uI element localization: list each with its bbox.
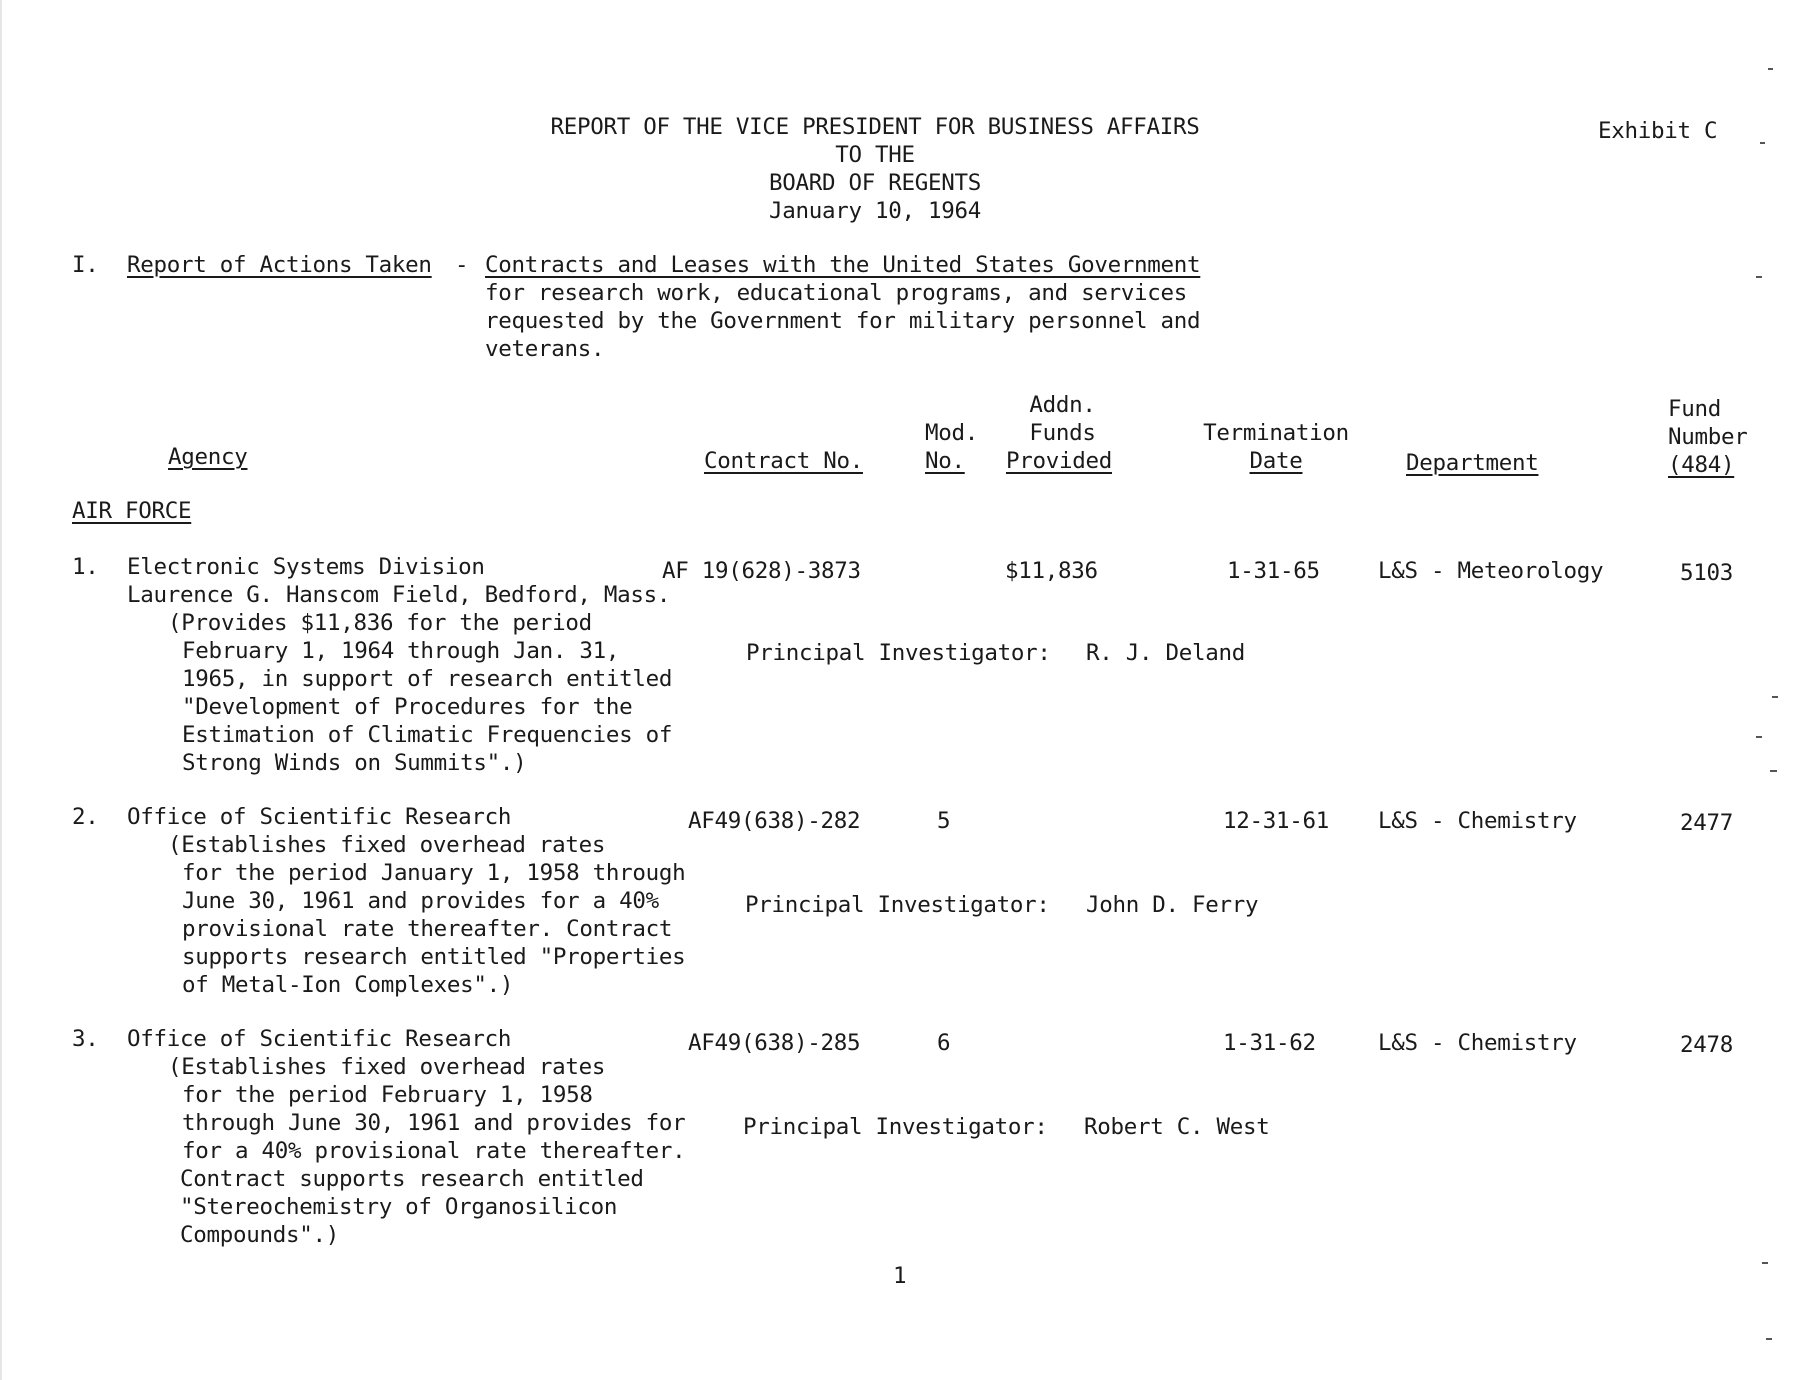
section-label: Report of Actions Taken	[127, 252, 432, 278]
scan-speck	[1756, 276, 1762, 278]
scan-speck	[1766, 1338, 1772, 1340]
entry-description-line: through June 30, 1961 and provides for	[182, 1110, 686, 1136]
column-header-agency: Agency	[168, 444, 248, 470]
section-subject: Contracts and Leases with the United States Government	[485, 252, 1201, 278]
entry-description-line: February 1, 1964 through Jan. 31,	[182, 638, 620, 664]
column-header-mod: No.	[925, 448, 965, 474]
scan-speck	[1762, 1262, 1768, 1264]
entry-number: 2.	[72, 804, 99, 830]
entry-fund-number: 5103	[1680, 560, 1733, 586]
scan-speck	[1760, 142, 1765, 144]
entry-description-line: Estimation of Climatic Frequencies of	[182, 722, 673, 748]
scan-speck	[1768, 68, 1773, 70]
entry-department: L&S - Chemistry	[1378, 808, 1577, 834]
scan-edge	[0, 0, 2, 1380]
column-header-contract: Contract No.	[704, 448, 863, 474]
entry-funds: $11,836	[1005, 558, 1098, 584]
entry-description-line: for the period January 1, 1958 through	[182, 860, 686, 886]
section-dash: -	[455, 252, 469, 278]
section-desc-line: for research work, educational programs, and services	[485, 280, 1188, 306]
entry-description-line: supports research entitled "Properties	[182, 944, 686, 970]
entry-pi-label: Principal Investigator:	[743, 1114, 1048, 1140]
column-header-fund: Fund	[1668, 396, 1721, 422]
report-title-board: BOARD OF REGENTS	[769, 170, 981, 196]
column-header-fund: (484)	[1668, 452, 1735, 478]
entry-pi-label: Principal Investigator:	[745, 892, 1050, 918]
column-header-mod: Mod.	[925, 420, 978, 446]
group-heading: AIR FORCE	[72, 498, 192, 524]
entry-description-line: Contract supports research entitled	[180, 1166, 644, 1192]
entry-description-line: for a 40% provisional rate thereafter.	[182, 1138, 686, 1164]
entry-termination: 1-31-62	[1223, 1030, 1316, 1056]
entry-description-line: 1965, in support of research entitled	[182, 666, 673, 692]
entry-contract: AF49(638)-285	[688, 1030, 861, 1056]
report-date: January 10, 1964	[769, 198, 981, 224]
entry-description-line: Strong Winds on Summits".)	[182, 750, 527, 776]
exhibit-label: Exhibit C	[1598, 118, 1718, 144]
column-header-funds: Provided	[1006, 448, 1112, 474]
entry-pi-name: R. J. Deland	[1086, 640, 1245, 666]
entry-description-line: "Development of Procedures for the	[182, 694, 633, 720]
column-header-funds: Funds	[1029, 420, 1096, 446]
entry-description-line: of Metal-Ion Complexes".)	[182, 972, 514, 998]
entry-agency: Electronic Systems Division	[127, 554, 485, 580]
report-title: REPORT OF THE VICE PRESIDENT FOR BUSINESS AFFAIRS	[550, 114, 1200, 140]
scan-speck	[1756, 736, 1762, 738]
entry-department: L&S - Chemistry	[1378, 1030, 1577, 1056]
section-desc-line: requested by the Government for military personnel and	[485, 308, 1201, 334]
entry-contract: AF49(638)-282	[688, 808, 861, 834]
entry-description-line: June 30, 1961 and provides for a 40%	[182, 888, 659, 914]
entry-number: 3.	[72, 1026, 99, 1052]
entry-number: 1.	[72, 554, 99, 580]
entry-agency-location: Laurence G. Hanscom Field, Bedford, Mass.	[127, 582, 671, 608]
page-number: 1	[893, 1263, 907, 1289]
entry-contract: AF 19(628)-3873	[662, 558, 861, 584]
entry-mod: 6	[937, 1030, 951, 1056]
entry-pi-name: Robert C. West	[1084, 1114, 1270, 1140]
entry-pi-label: Principal Investigator:	[746, 640, 1051, 666]
entry-description-line: (Establishes fixed overhead rates	[168, 1054, 606, 1080]
section-number: I.	[72, 252, 99, 278]
entry-fund-number: 2477	[1680, 810, 1733, 836]
column-header-termination: Termination	[1203, 420, 1349, 446]
entry-description-line: (Establishes fixed overhead rates	[168, 832, 606, 858]
entry-fund-number: 2478	[1680, 1032, 1733, 1058]
entry-agency: Office of Scientific Research	[127, 1026, 512, 1052]
column-header-termination: Date	[1249, 448, 1303, 474]
entry-description-line: provisional rate thereafter. Contract	[182, 916, 673, 942]
column-header-fund: Number	[1668, 424, 1748, 450]
entry-description-line: for the period February 1, 1958	[182, 1082, 593, 1108]
scan-speck	[1772, 696, 1778, 698]
entry-termination: 1-31-65	[1227, 558, 1320, 584]
scan-speck	[1770, 770, 1777, 772]
column-header-department: Department	[1406, 450, 1539, 476]
entry-department: L&S - Meteorology	[1378, 558, 1604, 584]
section-desc-line: veterans.	[485, 336, 605, 362]
entry-description-line: "Stereochemistry of Organosilicon	[180, 1194, 618, 1220]
report-title-to: TO THE	[835, 142, 915, 168]
column-header-funds: Addn.	[1029, 392, 1096, 418]
entry-termination: 12-31-61	[1223, 808, 1329, 834]
entry-agency: Office of Scientific Research	[127, 804, 512, 830]
entry-pi-name: John D. Ferry	[1086, 892, 1259, 918]
entry-mod: 5	[937, 808, 951, 834]
entry-description-line: (Provides $11,836 for the period	[168, 610, 592, 636]
entry-description-line: Compounds".)	[180, 1222, 339, 1248]
